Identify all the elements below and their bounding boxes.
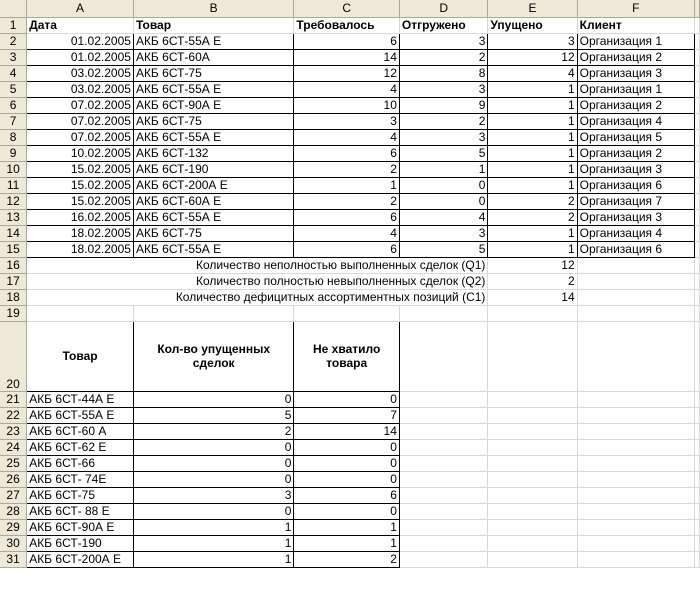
order-required-cell[interactable]: 3 <box>294 113 399 129</box>
cell[interactable] <box>399 503 488 519</box>
order-shipped-cell[interactable]: 8 <box>399 65 488 81</box>
order-required-cell[interactable]: 1 <box>294 177 399 193</box>
table2-shortage-cell[interactable]: 0 <box>294 439 399 455</box>
table2-shortage-cell[interactable]: 6 <box>294 487 399 503</box>
order-row <box>0 81 700 97</box>
column-header-row <box>0 0 700 17</box>
cell[interactable] <box>488 455 577 471</box>
cell[interactable] <box>399 551 488 567</box>
cell[interactable] <box>694 257 699 273</box>
row-header[interactable]: 13 <box>0 209 27 225</box>
table2-header-missed-deals[interactable]: Кол-во упущенных сделок <box>133 321 293 391</box>
order-missed-cell[interactable]: 1 <box>488 225 577 241</box>
order-shipped-cell[interactable]: 5 <box>399 241 488 257</box>
table2-shortage-cell[interactable]: 0 <box>294 391 399 407</box>
order-client-cell[interactable]: Организация 7 <box>577 193 694 209</box>
order-missed-cell[interactable]: 1 <box>488 177 577 193</box>
cell[interactable] <box>694 33 699 49</box>
order-missed-cell[interactable]: 1 <box>488 97 577 113</box>
order-date-cell[interactable]: 07.02.2005 <box>27 97 134 113</box>
order-shipped-cell[interactable]: 3 <box>399 225 488 241</box>
cell[interactable] <box>694 161 699 177</box>
cell[interactable] <box>694 145 699 161</box>
cell[interactable] <box>399 519 488 535</box>
table2-missed-deals-cell[interactable]: 1 <box>133 535 293 551</box>
order-shipped-cell[interactable]: 3 <box>399 81 488 97</box>
order-client-cell[interactable]: Организация 3 <box>577 161 694 177</box>
cell[interactable] <box>577 471 694 487</box>
table2-row <box>0 551 700 567</box>
order-product-cell[interactable]: АКБ 6СТ-75 <box>133 113 293 129</box>
table2-row <box>0 455 700 471</box>
summary-row <box>0 289 700 305</box>
table2-shortage-cell[interactable]: 0 <box>294 455 399 471</box>
order-missed-cell[interactable]: 1 <box>488 81 577 97</box>
cell[interactable] <box>399 487 488 503</box>
cell[interactable] <box>694 321 699 391</box>
order-missed-cell[interactable]: 1 <box>488 241 577 257</box>
order-shipped-cell[interactable]: 5 <box>399 145 488 161</box>
order-client-cell[interactable]: Организация 3 <box>577 209 694 225</box>
cell[interactable] <box>488 471 577 487</box>
order-client-cell[interactable]: Организация 4 <box>577 113 694 129</box>
order-row <box>0 193 700 209</box>
table2-product-cell[interactable]: АКБ 6СТ-190 <box>27 535 134 551</box>
order-row <box>0 209 700 225</box>
order-required-cell[interactable]: 4 <box>294 129 399 145</box>
order-required-cell[interactable]: 14 <box>294 49 399 65</box>
select-all-corner[interactable] <box>0 0 27 17</box>
cell[interactable] <box>488 321 577 391</box>
cell[interactable] <box>399 321 488 391</box>
cell[interactable] <box>577 519 694 535</box>
row-header[interactable]: 29 <box>0 519 27 535</box>
order-missed-cell[interactable]: 2 <box>488 193 577 209</box>
order-row <box>0 113 700 129</box>
order-row <box>0 177 700 193</box>
cell[interactable] <box>133 305 293 321</box>
cell[interactable] <box>488 439 577 455</box>
order-date-cell[interactable]: 10.02.2005 <box>27 145 134 161</box>
cell[interactable] <box>694 423 699 439</box>
cell[interactable] <box>488 503 577 519</box>
row-header[interactable]: 21 <box>0 391 27 407</box>
summary-row <box>0 257 700 273</box>
cell[interactable] <box>694 519 699 535</box>
row-header[interactable]: 17 <box>0 273 27 289</box>
order-missed-cell[interactable]: 1 <box>488 113 577 129</box>
cell[interactable] <box>577 407 694 423</box>
cell[interactable] <box>577 455 694 471</box>
order-row <box>0 49 700 65</box>
cell[interactable] <box>694 305 699 321</box>
order-row <box>0 65 700 81</box>
header-cell-required[interactable]: Требовалось <box>294 17 399 33</box>
order-row <box>0 161 700 177</box>
cell[interactable] <box>577 551 694 567</box>
order-row <box>0 129 700 145</box>
cell[interactable] <box>399 423 488 439</box>
cell[interactable] <box>694 487 699 503</box>
cell[interactable] <box>694 391 699 407</box>
cell[interactable] <box>694 17 699 33</box>
row-header[interactable]: 7 <box>0 113 27 129</box>
order-date-cell[interactable]: 01.02.2005 <box>27 33 134 49</box>
cell[interactable] <box>694 407 699 423</box>
table2-missed-deals-cell[interactable]: 2 <box>133 423 293 439</box>
row-header[interactable]: 16 <box>0 257 27 273</box>
cell[interactable] <box>577 423 694 439</box>
row-header[interactable]: 2 <box>0 33 27 49</box>
order-row <box>0 33 700 49</box>
cell[interactable] <box>694 503 699 519</box>
cell[interactable] <box>694 289 699 305</box>
table2-product-cell[interactable]: АКБ 6СТ-66 <box>27 455 134 471</box>
row-header[interactable]: 27 <box>0 487 27 503</box>
column-header-c[interactable]: C <box>294 0 399 17</box>
order-date-cell[interactable]: 07.02.2005 <box>27 113 134 129</box>
header-cell-client[interactable]: Клиент <box>577 17 694 33</box>
column-header-e[interactable]: E <box>488 0 577 17</box>
order-required-cell[interactable]: 4 <box>294 81 399 97</box>
header-row <box>0 17 700 33</box>
cell[interactable] <box>27 305 134 321</box>
table2-row <box>0 423 700 439</box>
empty-row <box>0 305 700 321</box>
cell[interactable] <box>488 519 577 535</box>
order-client-cell[interactable]: Организация 1 <box>577 33 694 49</box>
table2-shortage-cell[interactable]: 0 <box>294 503 399 519</box>
row-header[interactable]: 15 <box>0 241 27 257</box>
cell[interactable] <box>488 535 577 551</box>
cell[interactable] <box>694 471 699 487</box>
order-row <box>0 145 700 161</box>
row-header[interactable]: 3 <box>0 49 27 65</box>
order-client-cell[interactable]: Организация 2 <box>577 97 694 113</box>
summary-row <box>0 273 700 289</box>
header-cell-date[interactable]: Дата <box>27 17 134 33</box>
row-header[interactable]: 1 <box>0 17 27 33</box>
table2-product-cell[interactable]: АКБ 6СТ-55А Е <box>27 407 134 423</box>
order-product-cell[interactable]: АКБ 6СТ-132 <box>133 145 293 161</box>
order-row <box>0 225 700 241</box>
order-date-cell[interactable]: 15.02.2005 <box>27 161 134 177</box>
order-missed-cell[interactable]: 2 <box>488 209 577 225</box>
table2-row <box>0 487 700 503</box>
order-product-cell[interactable]: АКБ 6СТ-55А Е <box>133 129 293 145</box>
cell[interactable] <box>399 391 488 407</box>
cell[interactable] <box>694 193 699 209</box>
row-header[interactable]: 4 <box>0 65 27 81</box>
header-cell-missed[interactable]: Упущено <box>488 17 577 33</box>
order-client-cell[interactable]: Организация 2 <box>577 145 694 161</box>
cell[interactable] <box>694 209 699 225</box>
cell[interactable] <box>577 273 694 289</box>
cell[interactable] <box>488 423 577 439</box>
order-date-cell[interactable]: 18.02.2005 <box>27 225 134 241</box>
order-client-cell[interactable]: Организация 1 <box>577 81 694 97</box>
cell[interactable] <box>577 391 694 407</box>
row-header[interactable]: 31 <box>0 551 27 567</box>
order-date-cell[interactable]: 15.02.2005 <box>27 193 134 209</box>
order-missed-cell[interactable]: 1 <box>488 145 577 161</box>
order-date-cell[interactable]: 07.02.2005 <box>27 129 134 145</box>
order-product-cell[interactable]: АКБ 6СТ-55А Е <box>133 33 293 49</box>
cell[interactable] <box>294 305 399 321</box>
cell[interactable] <box>577 535 694 551</box>
summary-value-cell[interactable]: 14 <box>488 289 577 305</box>
cell[interactable] <box>694 129 699 145</box>
order-row <box>0 241 700 257</box>
table2-product-cell[interactable]: АКБ 6СТ-44А Е <box>27 391 134 407</box>
row-header[interactable]: 20 <box>0 321 27 391</box>
cell[interactable] <box>488 487 577 503</box>
table2-missed-deals-cell[interactable]: 0 <box>133 471 293 487</box>
cell[interactable] <box>577 305 694 321</box>
cell[interactable] <box>488 305 577 321</box>
order-date-cell[interactable]: 16.02.2005 <box>27 209 134 225</box>
order-missed-cell[interactable]: 1 <box>488 161 577 177</box>
row-header[interactable]: 30 <box>0 535 27 551</box>
table2-shortage-cell[interactable]: 0 <box>294 471 399 487</box>
cell[interactable] <box>488 407 577 423</box>
row-header[interactable]: 11 <box>0 177 27 193</box>
cell[interactable] <box>694 65 699 81</box>
cell[interactable] <box>399 407 488 423</box>
row-header[interactable]: 5 <box>0 81 27 97</box>
order-shipped-cell[interactable]: 0 <box>399 177 488 193</box>
order-client-cell[interactable]: Организация 2 <box>577 49 694 65</box>
order-product-cell[interactable]: АКБ 6СТ-200А Е <box>133 177 293 193</box>
cell[interactable] <box>488 551 577 567</box>
order-date-cell[interactable]: 03.02.2005 <box>27 65 134 81</box>
table2-shortage-cell[interactable]: 14 <box>294 423 399 439</box>
order-missed-cell[interactable]: 12 <box>488 49 577 65</box>
table2-missed-deals-cell[interactable]: 0 <box>133 503 293 519</box>
order-required-cell[interactable]: 6 <box>294 145 399 161</box>
order-client-cell[interactable]: Организация 4 <box>577 225 694 241</box>
cell[interactable] <box>577 289 694 305</box>
order-product-cell[interactable]: АКБ 6СТ-55А Е <box>133 241 293 257</box>
cell[interactable] <box>399 471 488 487</box>
order-shipped-cell[interactable]: 3 <box>399 33 488 49</box>
row-header[interactable]: 24 <box>0 439 27 455</box>
table2-missed-deals-cell[interactable]: 5 <box>133 407 293 423</box>
summary-label-cell[interactable]: Количество неполностью выполненных сделок (Q1) <box>27 257 488 273</box>
header-cell-product[interactable]: Товар <box>133 17 293 33</box>
cell[interactable] <box>694 241 699 257</box>
cell[interactable] <box>694 49 699 65</box>
cell[interactable] <box>694 439 699 455</box>
order-client-cell[interactable]: Организация 6 <box>577 241 694 257</box>
table2-product-cell[interactable]: АКБ 6СТ-60 А <box>27 423 134 439</box>
table2-shortage-cell[interactable]: 7 <box>294 407 399 423</box>
table2-product-cell[interactable]: АКБ 6СТ-90А Е <box>27 519 134 535</box>
row-header[interactable]: 6 <box>0 97 27 113</box>
table2-header-row <box>0 321 700 391</box>
table2-missed-deals-cell[interactable]: 1 <box>133 519 293 535</box>
column-header-a[interactable]: A <box>27 0 134 17</box>
order-required-cell[interactable]: 4 <box>294 225 399 241</box>
table2-product-cell[interactable]: АКБ 6СТ- 88 Е <box>27 503 134 519</box>
summary-value-cell[interactable]: 12 <box>488 257 577 273</box>
column-header-g[interactable] <box>694 0 699 17</box>
row-header[interactable]: 12 <box>0 193 27 209</box>
order-required-cell[interactable]: 10 <box>294 97 399 113</box>
table2-row <box>0 391 700 407</box>
table2-row <box>0 535 700 551</box>
table2-product-cell[interactable]: АКБ 6СТ-200А Е <box>27 551 134 567</box>
cell[interactable] <box>399 305 488 321</box>
column-header-d[interactable]: D <box>399 0 488 17</box>
order-product-cell[interactable]: АКБ 6СТ-55А Е <box>133 81 293 97</box>
column-header-f[interactable]: F <box>577 0 694 17</box>
table2-shortage-cell[interactable]: 2 <box>294 551 399 567</box>
order-missed-cell[interactable]: 4 <box>488 65 577 81</box>
order-required-cell[interactable]: 2 <box>294 193 399 209</box>
header-cell-shipped[interactable]: Отгружено <box>399 17 488 33</box>
order-client-cell[interactable]: Организация 3 <box>577 65 694 81</box>
order-missed-cell[interactable]: 1 <box>488 129 577 145</box>
order-shipped-cell[interactable]: 3 <box>399 129 488 145</box>
order-product-cell[interactable]: АКБ 6СТ-90А Е <box>133 97 293 113</box>
table2-shortage-cell[interactable]: 1 <box>294 519 399 535</box>
summary-label-cell[interactable]: Количество полностью невыполненных сделок (Q2) <box>27 273 488 289</box>
order-missed-cell[interactable]: 3 <box>488 33 577 49</box>
cell[interactable] <box>694 113 699 129</box>
order-required-cell[interactable]: 2 <box>294 161 399 177</box>
cell[interactable] <box>694 551 699 567</box>
cell[interactable] <box>694 177 699 193</box>
cell[interactable] <box>694 535 699 551</box>
table2-row <box>0 503 700 519</box>
order-date-cell[interactable]: 01.02.2005 <box>27 49 134 65</box>
order-shipped-cell[interactable]: 9 <box>399 97 488 113</box>
cell[interactable] <box>488 391 577 407</box>
row-header[interactable]: 28 <box>0 503 27 519</box>
order-row <box>0 97 700 113</box>
order-required-cell[interactable]: 6 <box>294 33 399 49</box>
order-required-cell[interactable]: 6 <box>294 209 399 225</box>
cell[interactable] <box>694 97 699 113</box>
table2-header-shortage[interactable]: Не хватило товара <box>294 321 399 391</box>
table2-missed-deals-cell[interactable]: 0 <box>133 391 293 407</box>
cell[interactable] <box>577 503 694 519</box>
table2-missed-deals-cell[interactable]: 0 <box>133 439 293 455</box>
row-header[interactable]: 19 <box>0 305 27 321</box>
table2-row <box>0 471 700 487</box>
row-header[interactable]: 8 <box>0 129 27 145</box>
cell[interactable] <box>577 257 694 273</box>
cell[interactable] <box>399 535 488 551</box>
order-client-cell[interactable]: Организация 6 <box>577 177 694 193</box>
cell[interactable] <box>399 439 488 455</box>
order-required-cell[interactable]: 6 <box>294 241 399 257</box>
cell[interactable] <box>577 487 694 503</box>
cell[interactable] <box>577 321 694 391</box>
order-client-cell[interactable]: Организация 5 <box>577 129 694 145</box>
cell[interactable] <box>694 273 699 289</box>
order-product-cell[interactable]: АКБ 6СТ-60А Е <box>133 193 293 209</box>
order-product-cell[interactable]: АКБ 6СТ-75 <box>133 225 293 241</box>
table2-row <box>0 439 700 455</box>
column-header-b[interactable]: B <box>133 0 293 17</box>
summary-value-cell[interactable]: 2 <box>488 273 577 289</box>
cell[interactable] <box>694 455 699 471</box>
order-shipped-cell[interactable]: 2 <box>399 113 488 129</box>
table2-missed-deals-cell[interactable]: 3 <box>133 487 293 503</box>
table2-product-cell[interactable]: АКБ 6СТ- 74Е <box>27 471 134 487</box>
row-header[interactable]: 25 <box>0 455 27 471</box>
row-header[interactable]: 22 <box>0 407 27 423</box>
cell[interactable] <box>399 455 488 471</box>
table2-header-product[interactable]: Товар <box>27 321 134 391</box>
table2-product-cell[interactable]: АКБ 6СТ-62 Е <box>27 439 134 455</box>
table2-product-cell[interactable]: АКБ 6СТ-75 <box>27 487 134 503</box>
order-product-cell[interactable]: АКБ 6СТ-75 <box>133 65 293 81</box>
table2-missed-deals-cell[interactable]: 1 <box>133 551 293 567</box>
order-date-cell[interactable]: 18.02.2005 <box>27 241 134 257</box>
row-header[interactable]: 23 <box>0 423 27 439</box>
order-shipped-cell[interactable]: 0 <box>399 193 488 209</box>
order-shipped-cell[interactable]: 2 <box>399 49 488 65</box>
cell[interactable] <box>694 225 699 241</box>
order-shipped-cell[interactable]: 4 <box>399 209 488 225</box>
cell[interactable] <box>694 81 699 97</box>
summary-label-cell[interactable]: Количество дефицитных ассортиментных позиций (C1) <box>27 289 488 305</box>
order-product-cell[interactable]: АКБ 6СТ-60А <box>133 49 293 65</box>
row-header[interactable]: 18 <box>0 289 27 305</box>
order-required-cell[interactable]: 12 <box>294 65 399 81</box>
row-header[interactable]: 14 <box>0 225 27 241</box>
order-product-cell[interactable]: АКБ 6СТ-190 <box>133 161 293 177</box>
order-date-cell[interactable]: 03.02.2005 <box>27 81 134 97</box>
table2-missed-deals-cell[interactable]: 0 <box>133 455 293 471</box>
order-date-cell[interactable]: 15.02.2005 <box>27 177 134 193</box>
order-shipped-cell[interactable]: 1 <box>399 161 488 177</box>
row-header[interactable]: 10 <box>0 161 27 177</box>
table2-row <box>0 519 700 535</box>
table2-shortage-cell[interactable]: 1 <box>294 535 399 551</box>
table2-row <box>0 407 700 423</box>
order-product-cell[interactable]: АКБ 6СТ-55А Е <box>133 209 293 225</box>
row-header[interactable]: 9 <box>0 145 27 161</box>
row-header[interactable]: 26 <box>0 471 27 487</box>
cell[interactable] <box>577 439 694 455</box>
